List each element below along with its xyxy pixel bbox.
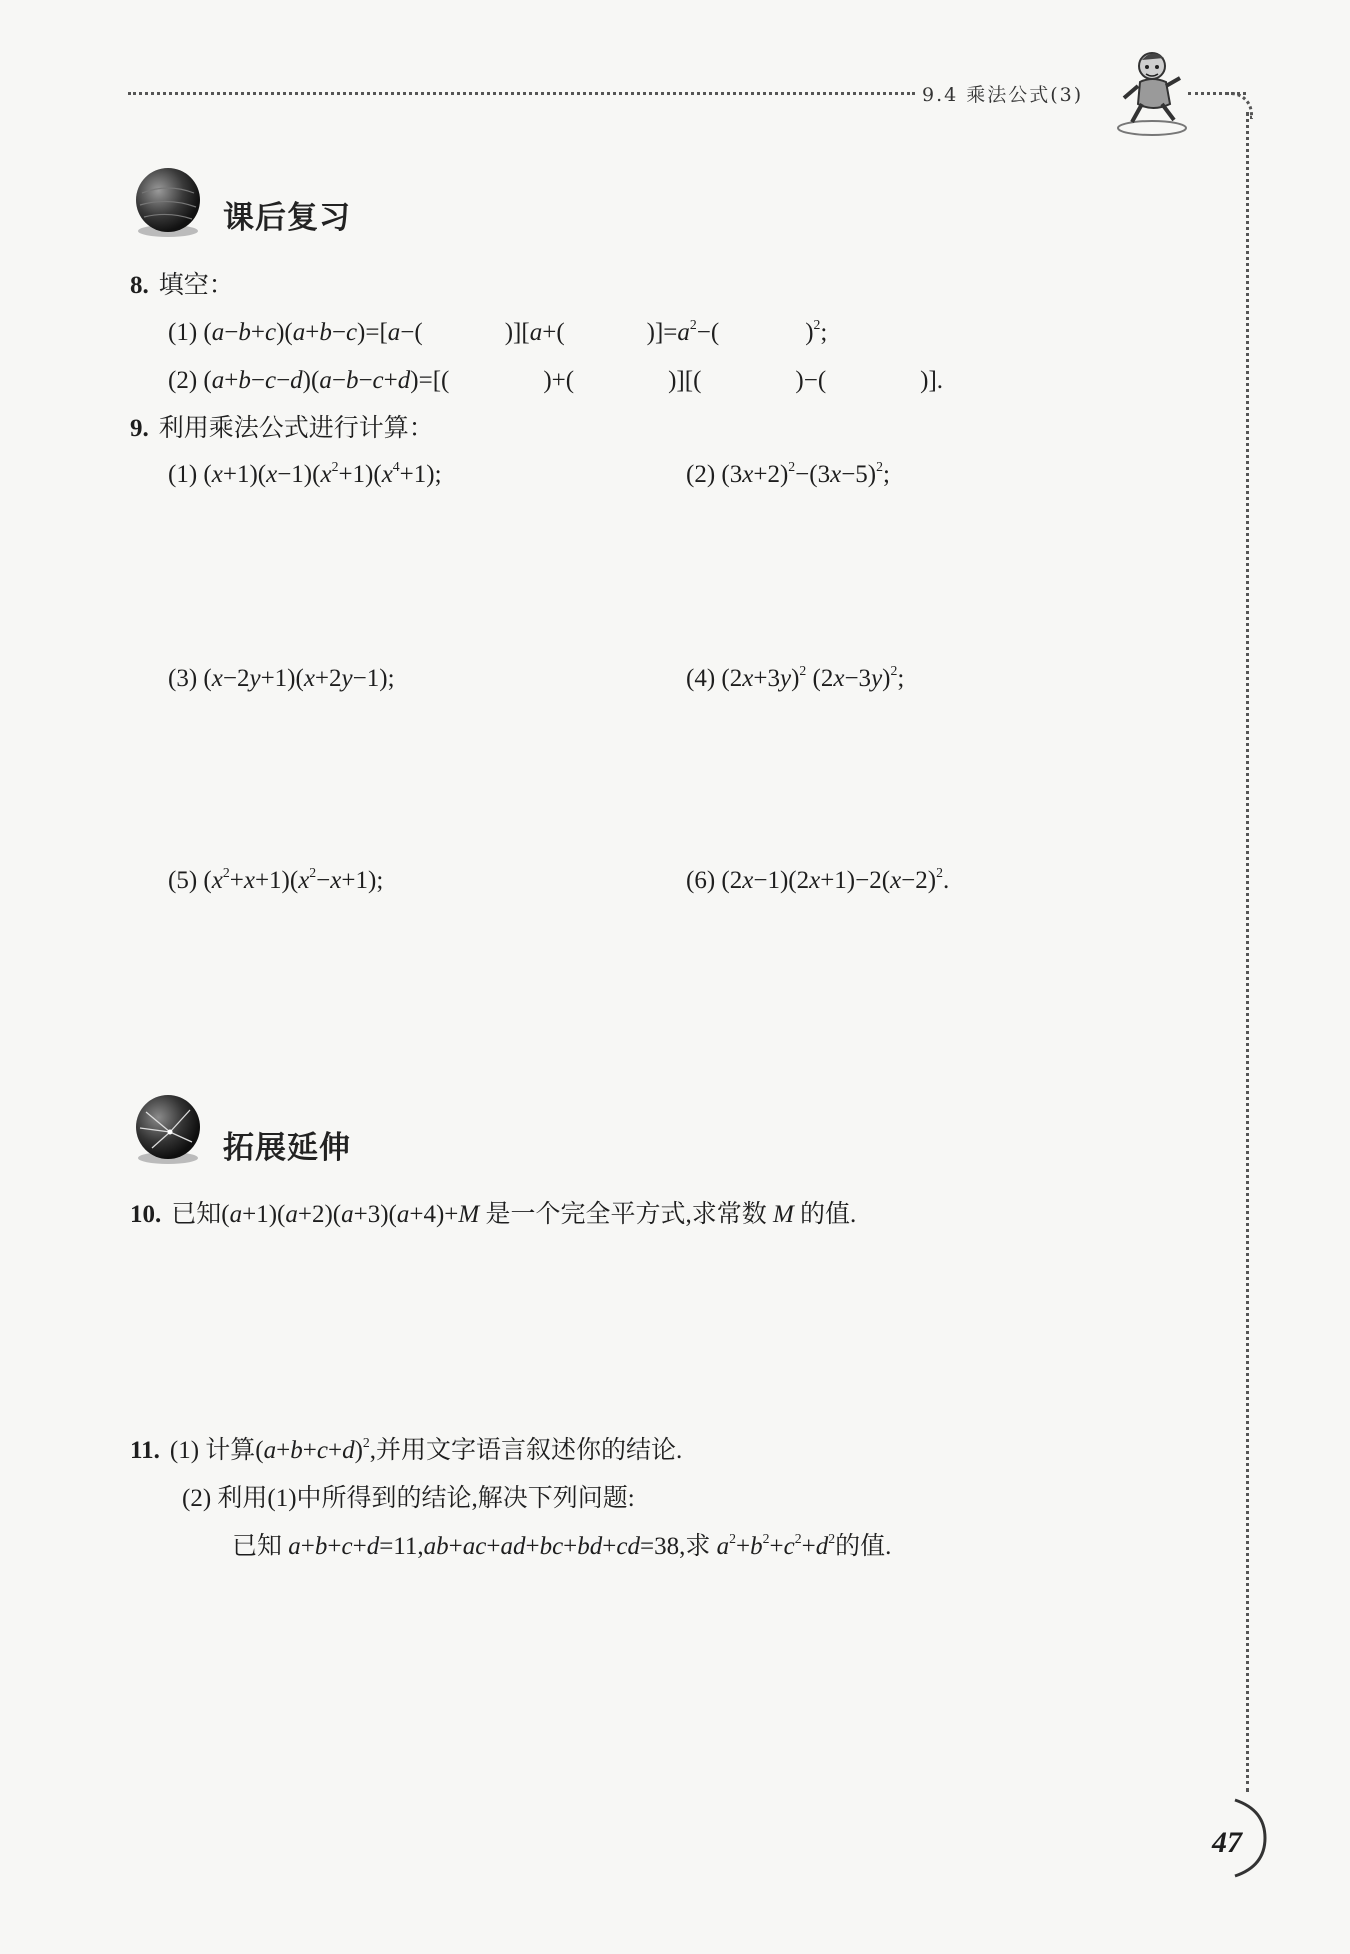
q9-item4-label: (4) [686,665,716,692]
question-9-prompt [130,411,434,446]
question-8-part-1: (1) (a−b+c)(a+b−c)=[a−( )][a+( )]$=a^2-$( )$^2$; [168,317,828,346]
question-9-item-2: (2) $(3x+2)^2-(3x-5)^2$; [686,459,890,488]
page-number: 47 [1212,1826,1242,1859]
right-dotted-margin [1246,112,1249,1792]
question-9-item-4: (4) $(2x+3y)^2$ $(2x-3y)^2$; [686,663,905,692]
q11-given-text-a: 已知 [232,1533,283,1560]
q9-item1-label: (1) [168,461,198,488]
q8-part2-label: (2) [168,367,198,394]
q9-item2-label: (2) [686,461,716,488]
question-11-part-2-detail: 已知 a+b+c+d=11,ab+ac+ad+bc+bd+cd=38,求 $a^2+b^2+c^2+d^2$的值. [232,1531,892,1560]
q11-part1-label: (1) [169,1437,200,1464]
extension-globe-icon [130,1092,206,1168]
q10-text-a: 已知 [171,1201,222,1228]
q9-item5-label: (5) [168,867,198,894]
q11-part1-text-a: 计算 [205,1437,256,1464]
review-section-title: 课后复习 [223,200,351,236]
question-10: 10. 已知(a+1)(a+2)(a+3)(a+4)+M 是一个完全平方式,求常数 M 的值. [130,1201,857,1228]
header-dotted-rule [128,92,915,95]
question-9-text: 利用乘法公式进行计算： [158,413,434,442]
question-9-item-5: (5) $(x^2+x+1)(x^2-x+1)$; [168,865,384,894]
question-9-number: 9. [130,415,149,442]
review-globe-icon [130,165,206,241]
q11-part2-text: 利用(1)中所得到的结论,解决下列问题: [217,1485,635,1512]
question-8-number: 8. [130,272,149,299]
question-9-item-3: (3) (x−2y+1)(x+2y−1); [168,665,395,692]
question-9-item-6: (6) $(2x-1)(2x+1)-2(x-2)^2$. [686,865,950,894]
question-8-text: 填空： [158,270,234,299]
question-10-number: 10. [130,1201,162,1228]
question-8-prompt [130,268,234,303]
q11-part2-label: (2) [182,1485,212,1512]
q8-part1-label: (1) [168,319,198,346]
q11-part1-text-b: ,并用文字语言叙述你的结论. [369,1437,683,1464]
q10-text-b: 是一个完全平方式,求常数 [485,1201,767,1228]
question-8-part-2: (2) (a+b−c−d)(a−b−c+d)=[( )+( )][( )−( )]. [168,367,944,394]
question-11-number: 11. [130,1437,160,1464]
q10-text-c: 的值. [800,1201,857,1228]
question-9-item-1: (1) $(x+1)(x-1)(x^2+1)(x^4+1)$; [168,459,442,488]
q11-given-text-b: ,求 [679,1533,711,1560]
header-section-label: 9.4 乘法公式(3) [922,84,1084,106]
extension-section-title: 拓展延伸 [223,1130,351,1166]
q11-given-text-c: 的值. [835,1533,892,1560]
q9-item6-label: (6) [686,867,716,894]
question-11-part-2 [182,1482,635,1516]
q9-item3-label: (3) [168,665,198,692]
question-11-part-1: 11. (1) 计算$(a+b+c+d)^2$,并用文字语言叙述你的结论. [130,1435,683,1464]
mascot-icon [1112,48,1192,138]
